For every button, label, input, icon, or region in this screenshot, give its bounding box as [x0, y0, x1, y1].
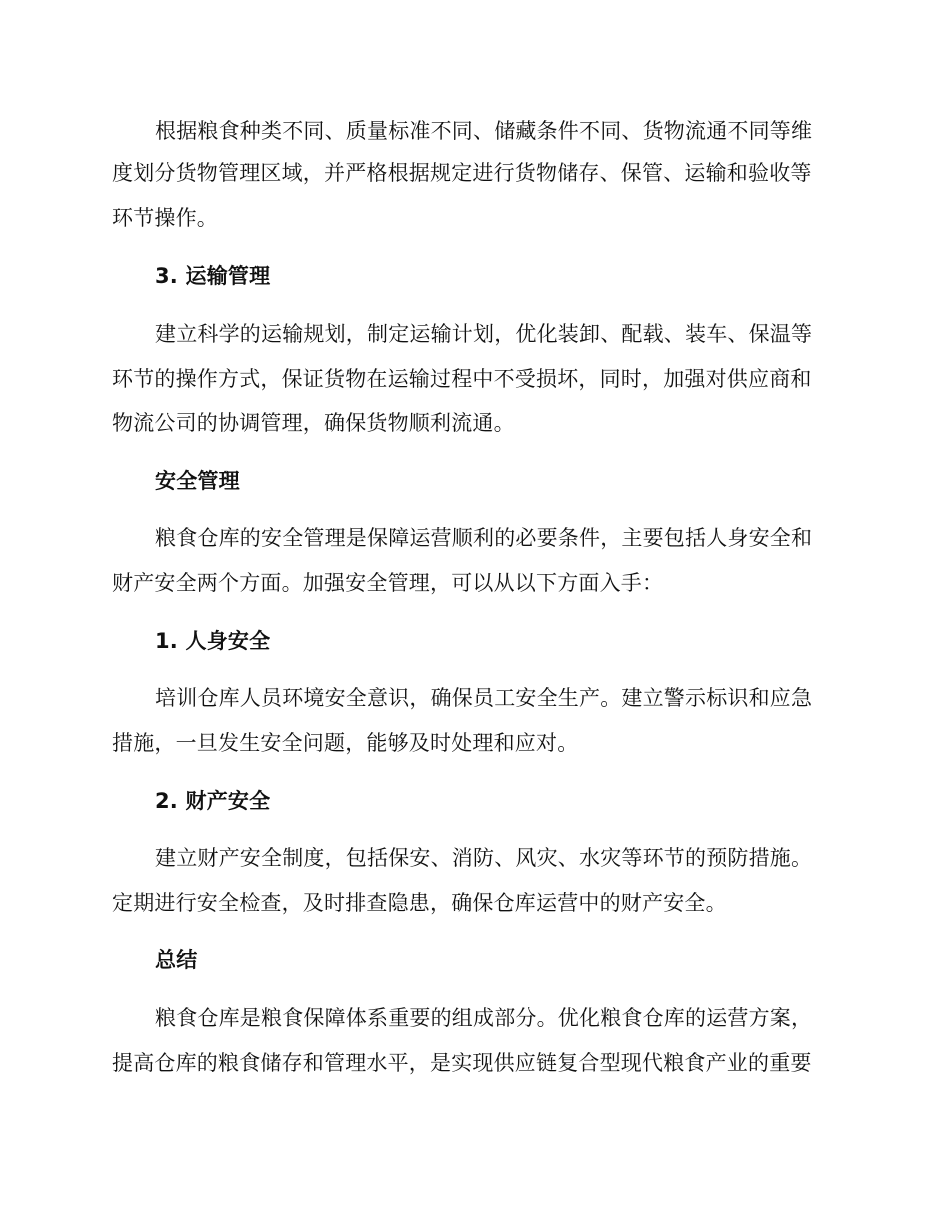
section-heading-summary: 总结	[155, 948, 198, 972]
paragraph-line: 物流公司的协调管理，确保货物顺利流通。	[112, 411, 515, 435]
paragraph-line: 粮食仓库是粮食保障体系重要的组成部分。优化粮食仓库的运营方案，	[155, 1006, 813, 1030]
paragraph-line: 定期进行安全检查，及时排查隐患，确保仓库运营中的财产安全。	[112, 891, 727, 915]
paragraph-line: 培训仓库人员环境安全意识，确保员工安全生产。建立警示标识和应急	[155, 686, 813, 710]
paragraph-line: 根据粮食种类不同、质量标准不同、储藏条件不同、货物流通不同等维	[155, 119, 813, 143]
paragraph-line: 度划分货物管理区域，并严格根据规定进行货物储存、保管、运输和验收等	[112, 161, 812, 185]
section-heading-personal-safety: 1. 人身安全	[155, 629, 271, 653]
paragraph-line: 粮食仓库的安全管理是保障运营顺利的必要条件，主要包括人身安全和	[155, 526, 813, 550]
paragraph-line: 建立科学的运输规划，制定运输计划，优化装卸、配载、装车、保温等	[155, 322, 813, 346]
paragraph-line: 建立财产安全制度，包括保安、消防、风灾、水灾等环节的预防措施。	[155, 846, 813, 870]
section-heading-property-safety: 2. 财产安全	[155, 789, 271, 813]
section-heading-transport: 3. 运输管理	[155, 264, 271, 288]
paragraph-line: 财产安全两个方面。加强安全管理，可以从以下方面入手：	[112, 571, 664, 595]
paragraph-line: 环节的操作方式，保证货物在运输过程中不受损坏，同时，加强对供应商和	[112, 367, 812, 391]
paragraph-line: 提高仓库的粮食储存和管理水平，是实现供应链复合型现代粮食产业的重要	[112, 1051, 812, 1075]
paragraph-line: 环节操作。	[112, 206, 218, 230]
section-heading-safety: 安全管理	[155, 469, 240, 493]
paragraph-line: 措施，一旦发生安全问题，能够及时处理和应对。	[112, 731, 579, 755]
